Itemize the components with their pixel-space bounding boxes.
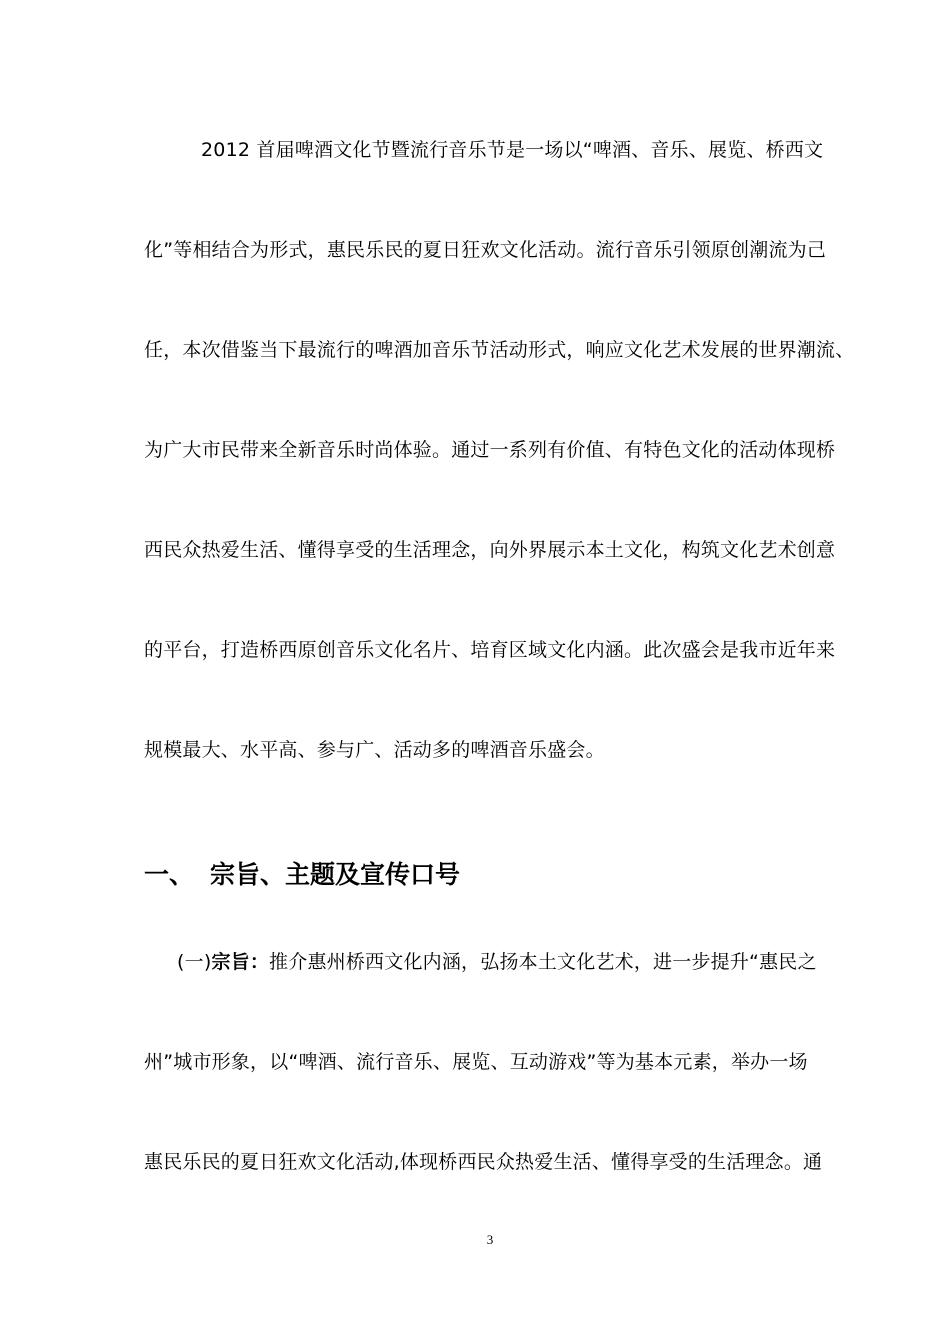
intro-line-4: 为广大市民带来全新音乐时尚体验。通过一系列有价值、有特色文化的活动体现桥	[144, 439, 836, 461]
purpose-prefix: (一)	[177, 951, 212, 973]
section-title: 宗旨、主题及宣传口号	[210, 860, 461, 889]
intro-line-3: 任，本次借鉴当下最流行的啤酒加音乐节活动形式，响应文化艺术发展的世界潮流、	[144, 339, 855, 361]
section-heading	[144, 860, 460, 890]
page-number: 3	[486, 1232, 494, 1247]
intro-line-1: 2012 首届啤酒文化节暨流行音乐节是一场以“啤酒、音乐、展览、桥西文	[201, 139, 824, 161]
intro-line-6: 的平台，打造桥西原创音乐文化名片、培育区域文化内涵。此次盛会是我市近年来	[144, 639, 836, 661]
purpose-line-3: 惠民乐民的夏日狂欢文化活动,体现桥西民众热爱生活、懂得享受的生活理念。通	[144, 1151, 823, 1173]
purpose-label: 宗旨：	[211, 951, 270, 973]
purpose-line-2: 州”城市形象，以“啤酒、流行音乐、展览、互动游戏”等为基本元素，举办一场	[144, 1051, 808, 1073]
intro-line-7: 规模最大、水平高、参与广、活动多的啤酒音乐盛会。	[144, 739, 605, 761]
intro-line-5: 西民众热爱生活、懂得享受的生活理念，向外界展示本土文化，构筑文化艺术创意	[144, 539, 836, 561]
purpose-line-1	[177, 950, 817, 974]
section-number: 一、	[144, 860, 195, 889]
intro-line-2: 化”等相结合为形式，惠民乐民的夏日狂欢文化活动。流行音乐引领原创潮流为己	[144, 239, 827, 261]
purpose-first-line: 推介惠州桥西文化内涵，弘扬本土文化艺术，进一步提升“惠民之	[269, 951, 817, 973]
